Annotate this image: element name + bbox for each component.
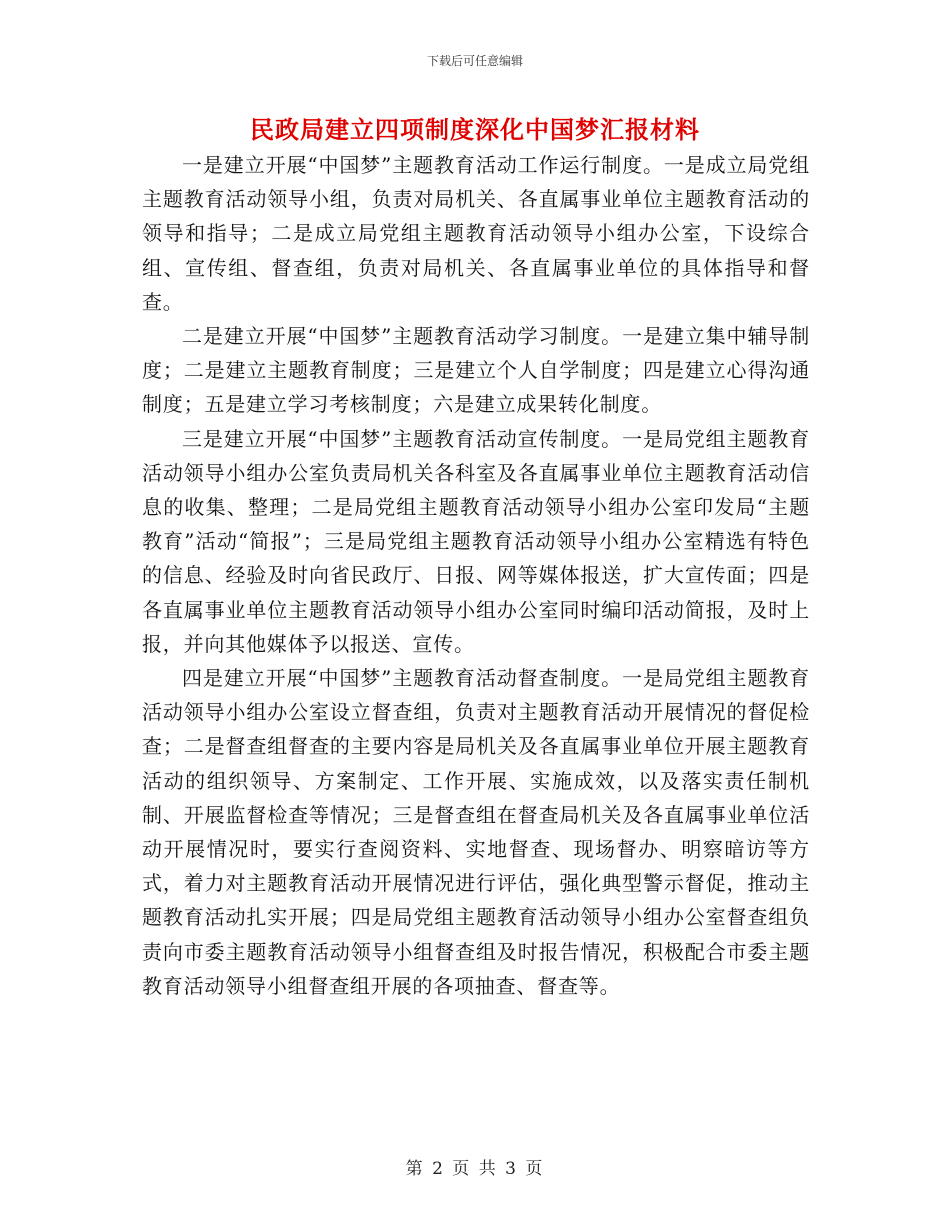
document-title: 民政局建立四项制度深化中国梦汇报材料 (250, 116, 700, 144)
paragraph-3: 三是建立开展“中国梦”主题教育活动宣传制度。一是局党组主题教育活动领导小组办公室负责局机关各科室及各直属事业单位主题教育活动信息的收集、整理；二是局党组主题教育活动领导小组办公室印发局“主题教育”活动“简报”；三是局党组主题教育活动领导小组办公室精选有特色的信息、经验及时向省民政厅、日报、网等媒体报送，扩大宣传面；四是各直属事业单位主题教育活动领导小组办公室同时编印活动简报，及时上报，并向其他媒体予以报送、宣传。 (142, 426, 810, 656)
paragraph-1: 一是建立开展“中国梦”主题教育活动工作运行制度。一是成立局党组主题教育活动领导小组，负责对局机关、各直属事业单位主题教育活动的领导和指导；二是成立局党组主题教育活动领导小组办公室，下设综合组、宣传组、督查组，负责对局机关、各直属事业单位的具体指导和督查。 (142, 153, 810, 314)
paragraph-2: 二是建立开展“中国梦”主题教育活动学习制度。一是建立集中辅导制度；二是建立主题教育制度；三是建立个人自学制度；四是建立心得沟通制度；五是建立学习考核制度；六是建立成果转化制度。 (142, 324, 810, 417)
paragraph-4: 四是建立开展“中国梦”主题教育活动督查制度。一是局党组主题教育活动领导小组办公室设立督查组，负责对主题教育活动开展情况的督促检查；二是督查组督查的主要内容是局机关及各直属事业单位开展主题教育活动的组织领导、方案制定、工作开展、实施成效，以及落实责任制机制、开展监督检查等情况；三是督查组在督查局机关及各直属事业单位活动开展情况时，要实行查阅资料、实地督查、现场督办、明察暗访等方式，着力对主题教育活动开展情况进行评估，强化典型警示督促，推动主题教育活动扎实开展；四是局党组主题教育活动领导小组办公室督查组负责向市委主题教育活动领导小组督查组及时报告情况，积极配合市委主题教育活动领导小组督查组开展的各项抽查、督查等。 (142, 666, 810, 998)
page-number-footer: 第 2 页 共 3 页 (405, 1159, 545, 1179)
document-body (142, 148, 810, 1003)
header-note: 下载后可任意编辑 (426, 54, 523, 68)
